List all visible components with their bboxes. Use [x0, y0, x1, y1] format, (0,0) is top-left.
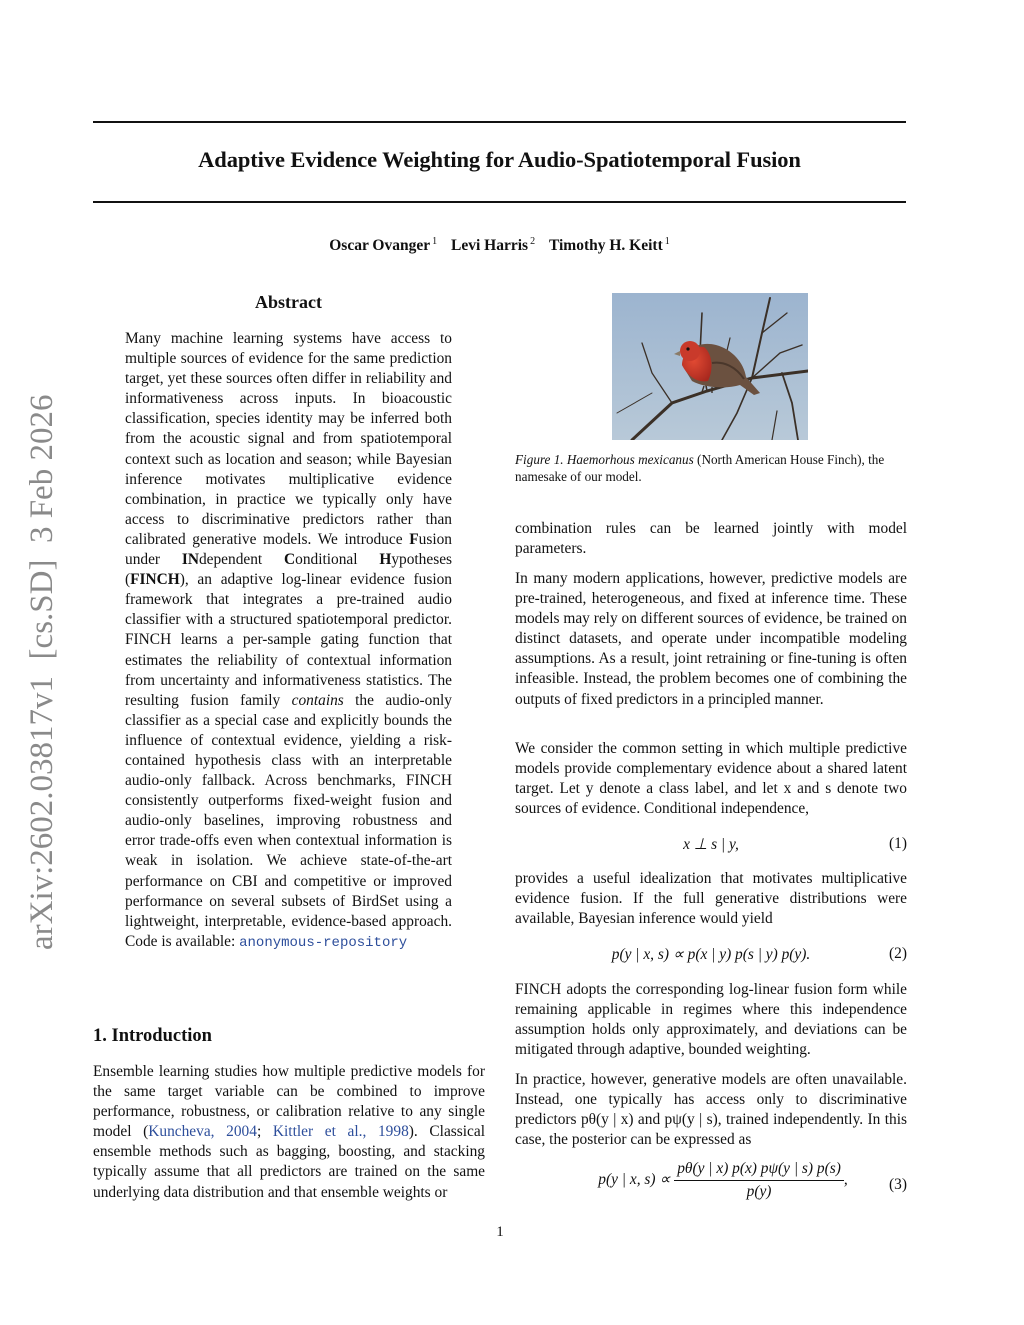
- abstract-text: ypotheses (: [125, 551, 453, 589]
- author-affiliation: 1: [664, 236, 670, 247]
- paragraph: We consider the common setting in which multiple predictive models provide complementary evidence about a shared latent target. Let y denote a class label, and let x and s denote two sources of evidence. Conditional independence,: [515, 740, 907, 818]
- author-name: Oscar Ovanger: [329, 237, 431, 255]
- author-name: Levi Harris: [451, 237, 529, 255]
- author-affiliation: 1: [432, 236, 438, 247]
- intro-text: ;: [256, 1123, 273, 1141]
- caption-species: Haemorhous mexicanus: [566, 452, 694, 467]
- abstract-text: Many machine learning systems have access to multiple sources of evidence for the same prediction target, yet these sources often differ in reliability and informativeness across inputs. In bioacoustic classification, species identity may be inferred both from the acoustic signal and from spatiotemporal context such as location and season; while Bayesian inference motivates multiplicative evidence combination, in practice we typically only have access to discriminative predictors rather than calibrated generative models. We introduce: [125, 330, 452, 548]
- abstract-text: dependent: [198, 551, 284, 569]
- paragraph: In practice, however, generative models are often unavailable. Instead, one typically has access only to discriminative predictors pθ(y | x) and pψ(y | s), trained independently. In this case, the posterior can be expressed as: [515, 1071, 907, 1149]
- figure-caption: [515, 451, 907, 485]
- acronym-letter: H: [379, 551, 392, 569]
- introduction-paragraph: [93, 1062, 485, 1203]
- equation-fraction: [674, 1160, 844, 1201]
- citation-link[interactable]: Kittler et al., 1998: [272, 1123, 409, 1141]
- repository-link[interactable]: anonymous-repository: [239, 934, 408, 951]
- top-rule: [93, 121, 906, 123]
- abstract-text: usion under: [125, 530, 452, 569]
- abstract-text: onditional: [295, 551, 380, 569]
- caption-label: Figure 1.: [515, 452, 567, 467]
- equation-number: (3): [889, 1176, 907, 1193]
- abstract-heading: Abstract: [255, 292, 322, 312]
- equation-number: (2): [889, 945, 907, 962]
- equation-lhs: p(y | x, s) ∝: [598, 1171, 671, 1189]
- section-heading: 1. Introduction: [93, 1026, 212, 1046]
- title-bottom-rule: [93, 201, 906, 203]
- right-paragraph-5: [515, 980, 907, 1060]
- arxiv-stamp: arXiv:2602.03817v1 [cs.SD] 3 Feb 2026: [24, 394, 60, 950]
- author-3: [549, 237, 670, 254]
- paragraph: FINCH adopts the corresponding log-linear fusion form while remaining applicable in regimes where this independence assumption holds only approximately, and deviations can be mitigated through adaptive, bounded weighting.: [515, 981, 907, 1059]
- model-name: FINCH: [130, 571, 180, 589]
- page-number: 1: [496, 1224, 504, 1240]
- right-paragraph-6: [515, 1070, 907, 1150]
- equation-expression: x ⊥ s | y,: [683, 836, 739, 853]
- acronym-letter: F: [409, 530, 419, 548]
- finch-photo: [612, 293, 808, 440]
- abstract-text: ), an adaptive log-linear evidence fusion framework that integrates a pre-trained audio classifier with a structured spatiotemporal predictor. FINCH learns a per-sample gating function that estimates the reliability of contextual information from uncertainty and informativeness statistics. The resulting fusion family: [125, 571, 452, 709]
- finch-illustration: [612, 293, 808, 440]
- fraction-denominator: p(y): [746, 1183, 772, 1200]
- abstract-body: [125, 329, 452, 953]
- intro-text: ). Classical ensemble methods such as bagging, boosting, and stacking typically assume that all predictors are trained on the same underlying data distribution and that ensemble weights or: [93, 1123, 485, 1201]
- right-paragraph-2: [515, 569, 907, 710]
- paragraph: provides a useful idealization that motivates multiplicative evidence fusion. If the full generative distributions were available, Bayesian inference would yield: [515, 870, 907, 928]
- equation-3: [515, 1160, 907, 1210]
- fraction-numerator: pθ(y | x) p(x) pψ(y | s) p(s): [674, 1160, 844, 1181]
- author-2: [451, 237, 535, 254]
- abstract-text: the audio-only classifier as a special case and explicitly bounds the influence of contextual evidence, yielding a risk-contained hypothesis class with an interpretable audio-only fallback. Across benchmarks, FINCH consistently outperforms fixed-weight fusion and audio-only baselines, improving robustness and error trade-offs even when contextual information is weak in isolation. We achieve state-of-the-art performance on CBI and competitive or improved performance on several subsets of BirdSet using a lightweight, interpretable, evidence-based approach. Code is available:: [125, 691, 452, 950]
- paragraph: combination rules can be learned jointly with model parameters.: [515, 520, 907, 558]
- right-paragraph-3: [515, 739, 907, 819]
- author-list: [93, 236, 906, 255]
- author-affiliation: 2: [530, 236, 536, 247]
- equation-1: [515, 835, 907, 857]
- right-paragraph-1: [515, 519, 907, 559]
- caption-text: (North American House Finch), the namesake of our model.: [515, 452, 885, 484]
- emphasis: contains: [291, 691, 344, 709]
- intro-text: Ensemble learning studies how multiple predictive models for the same target variable can be combined to improve performance, robustness, or calibration relative to any single model (: [93, 1063, 485, 1141]
- equation-number: (1): [889, 835, 907, 852]
- acronym-letter: C: [284, 551, 296, 569]
- equation-2: [515, 945, 907, 967]
- paragraph: In many modern applications, however, predictive models are pre-trained, heterogeneous, and fixed at inference time. These models may rely on different sources of evidence, be trained on distinct datasets, and operate under incompatible modeling assumptions. As a result, joint retraining or fine-tuning is often infeasible. Instead, the problem becomes one of combining the outputs of fixed predictors in a principled manner.: [515, 570, 907, 708]
- author-name: Timothy H. Keitt: [548, 237, 663, 255]
- acronym-letter: IN: [181, 551, 199, 569]
- citation-link[interactable]: Kuncheva, 2004: [148, 1123, 257, 1141]
- equation-expression: p(y | x, s) ∝ p(x | y) p(s | y) p(y).: [611, 946, 811, 963]
- equation-expression: [563, 1160, 883, 1201]
- paper-title: Adaptive Evidence Weighting for Audio-Spatiotemporal Fusion: [198, 147, 801, 172]
- equation-trailing: ,: [843, 1171, 848, 1189]
- right-paragraph-4: [515, 869, 907, 929]
- author-1: [329, 237, 437, 254]
